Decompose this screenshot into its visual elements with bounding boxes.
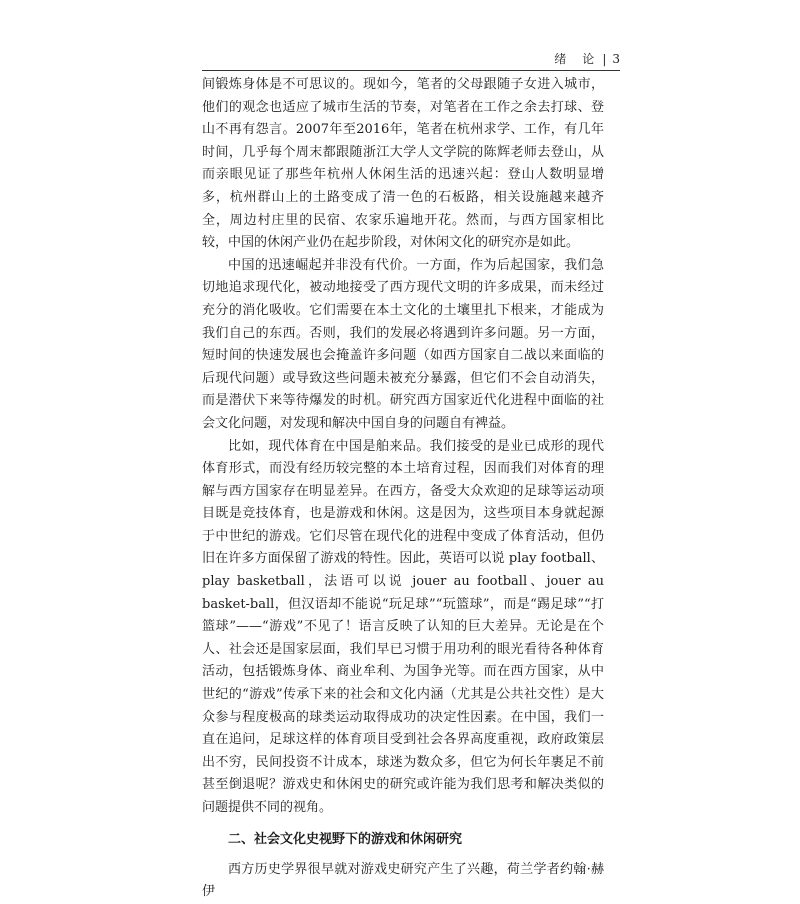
chapter-title: 绪 论 <box>554 52 597 66</box>
header-rule <box>202 70 620 71</box>
body-text <box>202 74 604 904</box>
section-heading: 二、社会文化史视野下的游戏和休闲研究 <box>228 831 463 847</box>
paragraph: 西方历史学界很早就对游戏史研究产生了兴趣，荷兰学者约翰·赫伊 <box>202 861 604 900</box>
running-head <box>554 50 622 67</box>
paragraph: 中国的迅速崛起并非没有代价。一方面，作为后起国家，我们急切地追求现代化，被动地接受了西方现代文明的许多成果，而未经过充分的消化吸收。它们需要在本土文化的土壤里扎下根来，才能成为我们自己的东西。否则，我们的发展必将遇到许多问题。另一方面，短时间的快速发展也会掩盖许多问题（如西方国家自二战以来面临的后现代问题）或导致这些问题未被充分暴露，但它们不会自动消失，而是潜伏下来等待爆发的时机。研究西方国家近代化进程中面临的社会文化问题，对发现和解决中国自身的问题自有裨益。 <box>202 257 604 431</box>
header-separator: | <box>602 52 607 66</box>
page-number: 3 <box>612 52 622 66</box>
paragraph: 比如，现代体育在中国是舶来品。我们接受的是业已成形的现代体育形式，而没有经历较完整的本土培育过程，因而我们对体育的理解与西方国家存在明显差异。在西方，备受大众欢迎的足球等运动项目既是竞技体育，也是游戏和休闲。这是因为，这些项目本身就起源于中世纪的游戏。它们尽管在现代化的进程中变成了体育活动，但仍旧在许多方面保留了游戏的特性。因此，英语可以说 play football、play basketball，法语可以说 jouer au football、jouer au basket-ball，但汉语却不能说“玩足球”“玩篮球”，而是“踢足球”“打篮球”——“游戏”不见了！语言反映了认知的巨大差异。无论是在个人、社会还是国家层面，我们早已习惯于用功利的眼光看待各种体育活动，包括锻炼身体、商业牟利、为国争光等。而在西方国家，从中世纪的“游戏”传承下来的社会和文化内涵（尤其是公共社交性）是大众参与程度极高的球类运动取得成功的决定性因素。在中国，我们一直在追问，足球这样的体育项目受到社会各界高度重视，政府政策层出不穷，民间投资不计成本，球迷为数众多，但它为何长年裹足不前甚至倒退呢？游戏史和休闲史的研究或许能为我们思考和解决类似的问题提供不同的视角。 <box>202 438 604 815</box>
paragraph-continued: 间锻炼身体是不可思议的。现如今，笔者的父母跟随子女进入城市，他们的观念也适应了城市生活的节奏，对笔者在工作之余去打球、登山不再有怨言。2007年至2016年，笔者在杭州求学、工作，有几年时间，几乎每个周末都跟随浙江大学人文学院的陈辉老师去登山，从而亲眼见证了那些年杭州人休闲生活的迅速兴起：登山人数明显增多，杭州群山上的土路变成了清一色的石板路，相关设施越来越齐全，周边村庄里的民宿、农家乐遍地开花。然而，与西方国家相比较，中国的休闲产业仍在起步阶段，对休闲文化的研究亦是如此。 <box>202 77 604 251</box>
